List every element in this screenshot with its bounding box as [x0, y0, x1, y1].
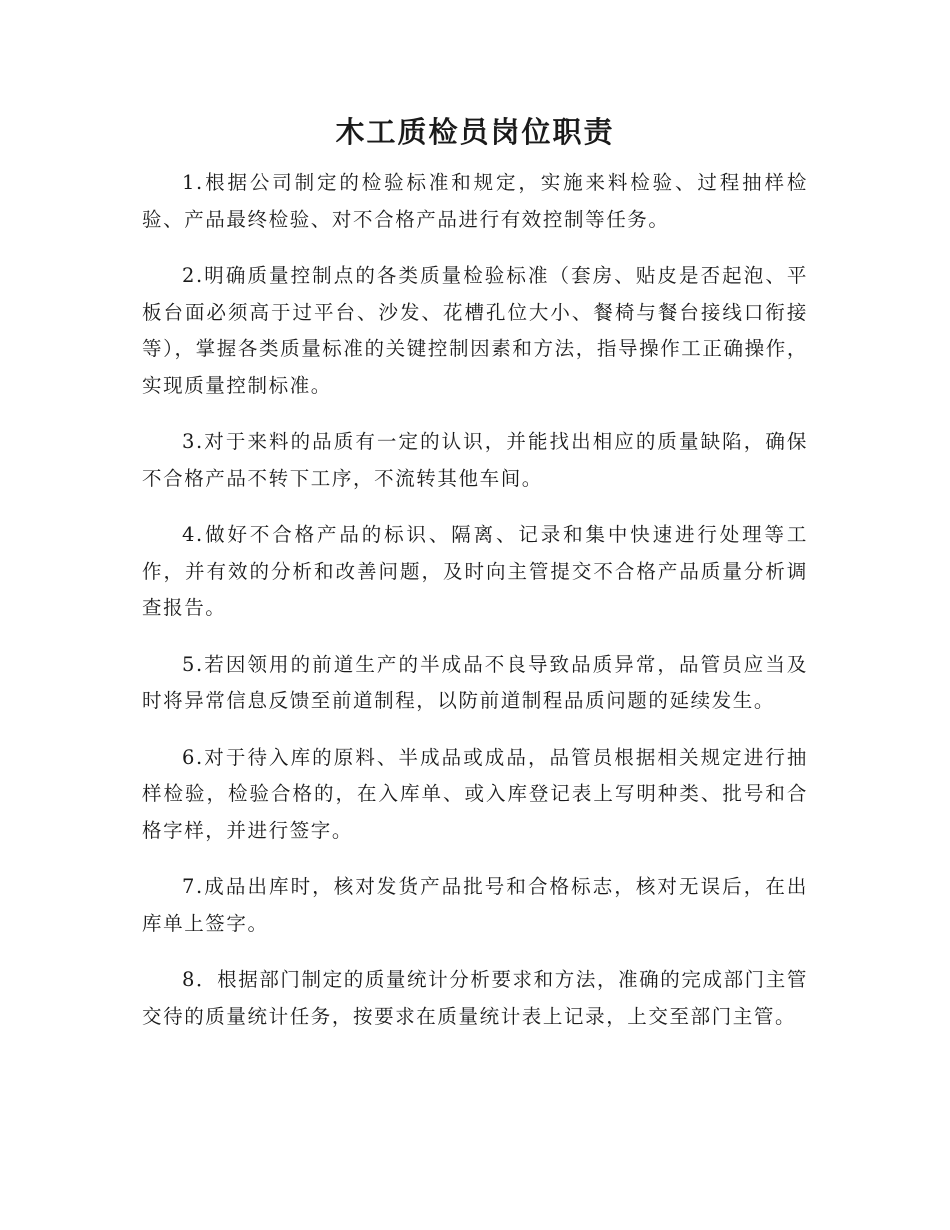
page-title: 木工质检员岗位职责 [335, 115, 615, 149]
paragraph-6: 6.对于待入库的原料、半成品或成品，品管员根据相关规定进行抽样检验，检验合格的，在入库单、或入库登记表上写明种类、批号和合格字样，并进行签字。 [142, 745, 808, 842]
paragraph-7: 7.成品出库时，核对发货产品批号和合格标志，核对无误后，在出库单上签字。 [142, 875, 808, 935]
document-body [142, 165, 808, 1055]
paragraph-2: 2.明确质量控制点的各类质量检验标准（套房、贴皮是否起泡、平板台面必须高于过平台、沙发、花槽孔位大小、餐椅与餐台接线口衔接等），掌握各类质量标准的关键控制因素和方法，指导操作工正确操作，实现质量控制标准。 [142, 264, 808, 397]
paragraph-3: 3.对于来料的品质有一定的认识，并能找出相应的质量缺陷，确保不合格产品不转下工序，不流转其他车间。 [142, 430, 808, 490]
paragraph-8: 8．根据部门制定的质量统计分析要求和方法，准确的完成部门主管交待的质量统计任务，按要求在质量统计表上记录，上交至部门主管。 [142, 968, 808, 1028]
paragraph-5: 5.若因领用的前道生产的半成品不良导致品质异常，品管员应当及时将异常信息反馈至前道制程，以防前道制程品质问题的延续发生。 [142, 652, 808, 712]
paragraph-1: 1.根据公司制定的检验标准和规定，实施来料检验、过程抽样检验、产品最终检验、对不合格产品进行有效控制等任务。 [142, 171, 808, 231]
paragraph-4: 4.做好不合格产品的标识、隔离、记录和集中快速进行处理等工作，并有效的分析和改善问题，及时向主管提交不合格产品质量分析调查报告。 [142, 523, 808, 619]
